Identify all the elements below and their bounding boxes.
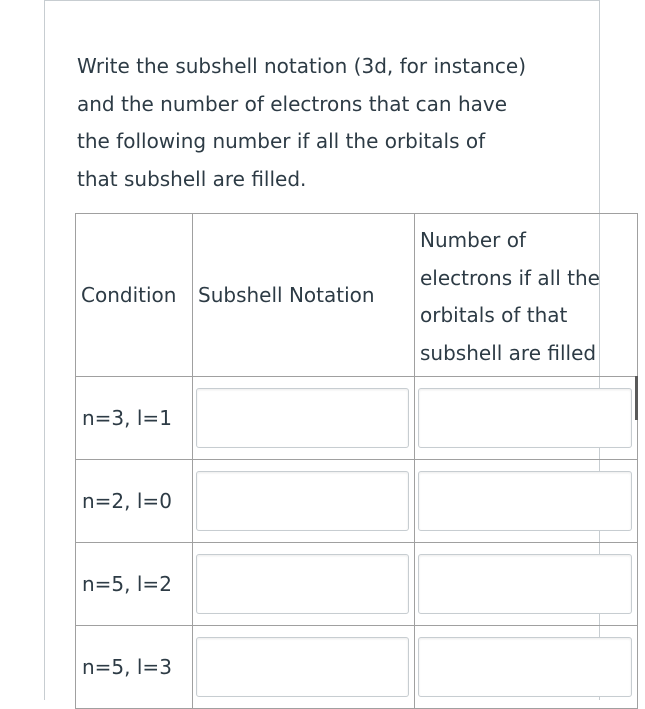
electrons-header-label (415, 214, 637, 376)
answer-table (75, 213, 638, 709)
table-row (76, 377, 638, 460)
electron-count-input[interactable] (418, 554, 632, 614)
notation-cell (193, 377, 415, 460)
question-prompt (77, 48, 577, 198)
condition-text: n=3, l=1 (82, 406, 172, 430)
electrons-header-line: Number of (420, 228, 526, 252)
electrons-header-line: orbitals of that (420, 303, 568, 327)
electrons-header-line: subshell are filled (420, 340, 597, 365)
scrollbar-thumb[interactable] (635, 376, 638, 420)
condition-cell (76, 543, 193, 626)
prompt-line: that subshell are filled. (77, 166, 307, 191)
condition-header (76, 214, 193, 377)
notation-header (193, 214, 415, 377)
notation-cell (193, 460, 415, 543)
table-row (76, 460, 638, 543)
electrons-cell (415, 377, 638, 460)
electron-count-input[interactable] (418, 388, 632, 448)
subshell-notation-input[interactable] (196, 637, 409, 697)
electrons-cell (415, 460, 638, 543)
prompt-line: the following number if all the orbitals of (77, 129, 486, 153)
condition-text: n=5, l=2 (82, 572, 172, 596)
subshell-notation-input[interactable] (196, 388, 409, 448)
notation-cell (193, 543, 415, 626)
electrons-header-line: electrons if all the (420, 265, 600, 290)
electrons-cell (415, 626, 638, 709)
condition-cell (76, 377, 193, 460)
condition-cell (76, 460, 193, 543)
table-row (76, 626, 638, 709)
prompt-line: Write the subshell notation (3d, for instance) (77, 54, 527, 78)
electron-count-input[interactable] (418, 471, 632, 531)
electrons-header (415, 214, 638, 377)
electrons-cell (415, 543, 638, 626)
condition-text: n=5, l=3 (82, 655, 172, 679)
electron-count-input[interactable] (418, 637, 632, 697)
notation-cell (193, 626, 415, 709)
condition-cell (76, 626, 193, 709)
prompt-line: and the number of electrons that can have (77, 91, 508, 116)
table-row (76, 543, 638, 626)
notation-header-label: Subshell Notation (198, 283, 375, 307)
table-header-row (76, 214, 638, 377)
subshell-notation-input[interactable] (196, 554, 409, 614)
subshell-notation-input[interactable] (196, 471, 409, 531)
condition-header-label: Condition (81, 283, 177, 307)
condition-text: n=2, l=0 (82, 489, 172, 513)
